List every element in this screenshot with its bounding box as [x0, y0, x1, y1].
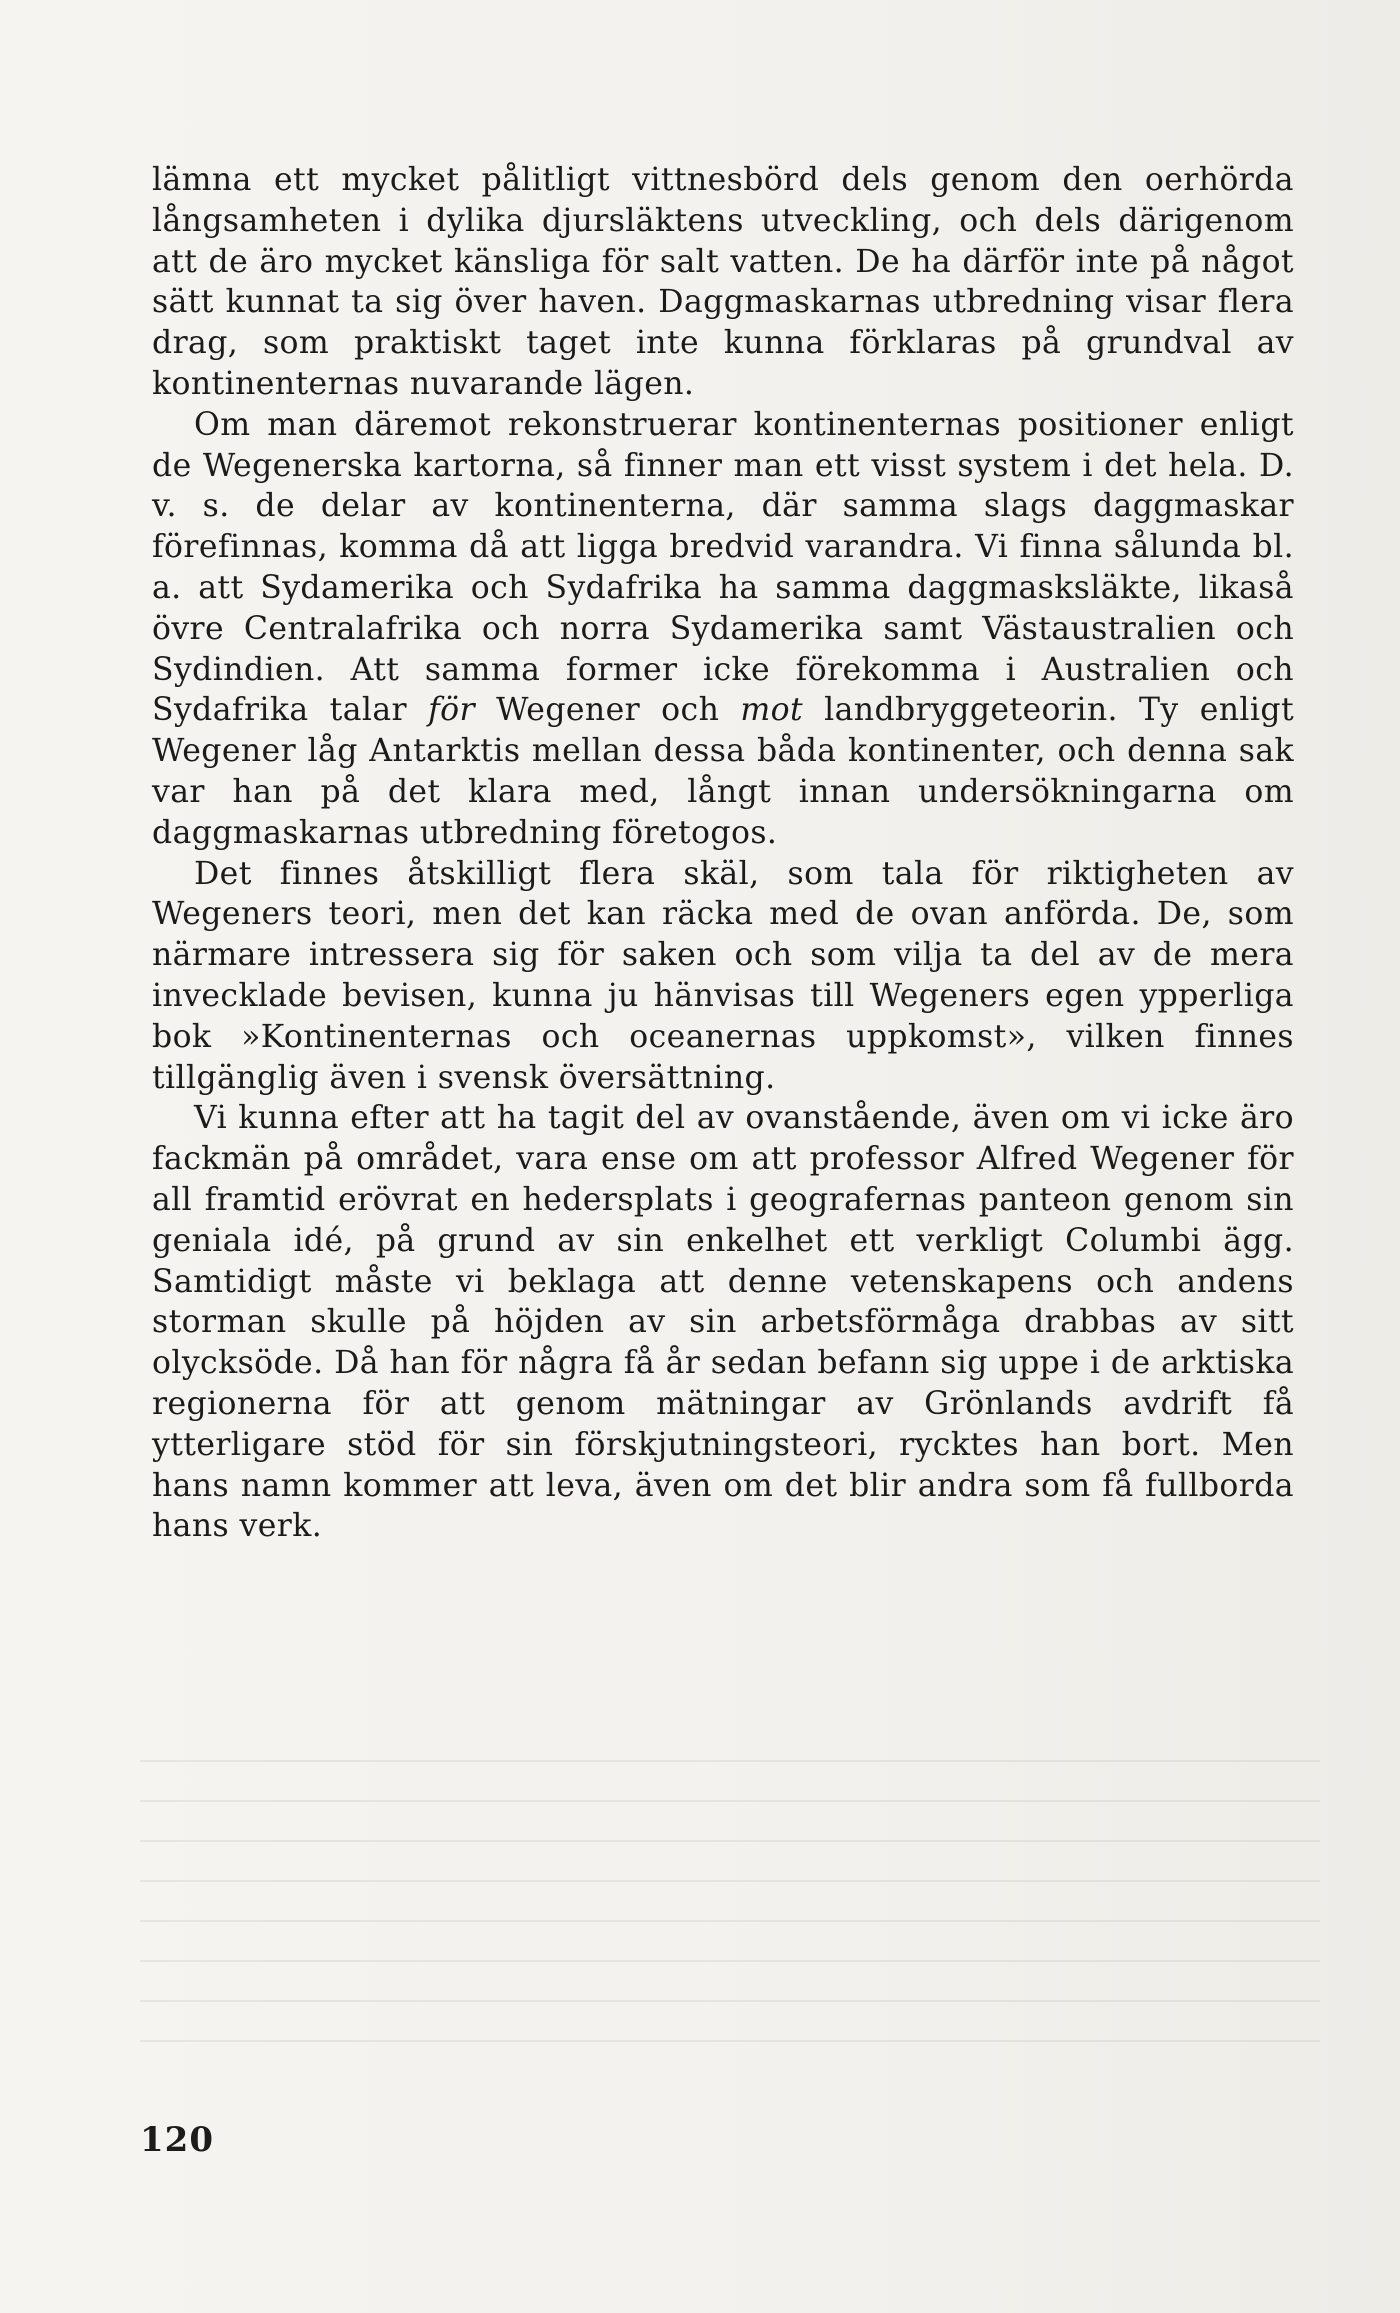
paragraph-2-text-before: Om man däremot rekonstruerar kontinenternas positioner enligt de Wegenerska kartorna, så finner man ett visst system i det hela. D. v. s. de delar av kontinenterna, där samma slags daggmaskar förefinnas, komma då att ligga bredvid varandra. Vi finna sålunda bl. a. att Sydamerika och Sydafrika ha samma daggmasksläkte, likaså övre Centralafrika och norra Sydamerika samt Västaustralien och Sydindien. Att samma former icke förekomma i Australien och Sydafrika talar	[152, 406, 1294, 729]
paragraph-1	[152, 160, 1294, 405]
show-through-text	[140, 1760, 1320, 2060]
paragraph-3	[152, 854, 1294, 1099]
page-number: 120	[140, 2120, 214, 2160]
paragraph-4-text: Vi kunna efter att ha tagit del av ovanstående, även om vi icke äro fackmän på området, vara ense om att professor Alfred Wegener för all framtid erövrat en hedersplats i geografernas panteon genom sin geniala idé, på grund av sin enkelhet ett verkligt Columbi ägg. Samtidigt måste vi beklaga att denne vetenskapens och andens storman skulle på höjden av sin arbetsförmåga drabbas av sitt olycksöde. Då han för några få år sedan befann sig uppe i de arktiska regionerna för att genom mätningar av Grönlands avdrift få ytterligare stöd för sin förskjutningsteori, rycktes han bort. Men hans namn kommer att leva, även om det blir andra som få fullborda hans verk.	[152, 1100, 1294, 1545]
paragraph-4	[152, 1098, 1294, 1547]
paragraph-3-text: Det finnes åtskilligt flera skäl, som tala för riktigheten av Wegeners teori, men det kan räcka med de ovan anförda. De, som närmare intressera sig för saken och som vilja ta del av de mera invecklade bevisen, kunna ju hänvisas till Wegeners egen ypperliga bok »Kontinenternas och oceanernas uppkomst», vilken finnes tillgänglig även i svensk översättning.	[152, 855, 1294, 1096]
paragraph-1-text: lämna ett mycket pålitligt vittnesbörd dels genom den oerhörda långsamheten i dylika djursläktens utveckling, och dels därigenom att de äro mycket känsliga för salt vatten. De ha därför inte på något sätt kunnat ta sig över haven. Daggmaskarnas utbredning visar flera drag, som praktiskt taget inte kunna förklaras på grundval av kontinenternas nuvarande lägen.	[152, 162, 1294, 402]
paragraph-2-text-after: landbryggeteorin. Ty enligt Wegener låg Antarktis mellan dessa båda kontinenter, och denna sak var han på det klara med, långt innan undersökningarna om daggmaskarnas utbredning företogos.	[152, 692, 1294, 851]
paragraph-2-text-middle: Wegener och	[474, 692, 741, 729]
paragraph-2	[152, 405, 1294, 854]
body-text	[152, 160, 1294, 1547]
italic-for: för	[428, 692, 475, 729]
italic-mot: mot	[740, 692, 804, 729]
